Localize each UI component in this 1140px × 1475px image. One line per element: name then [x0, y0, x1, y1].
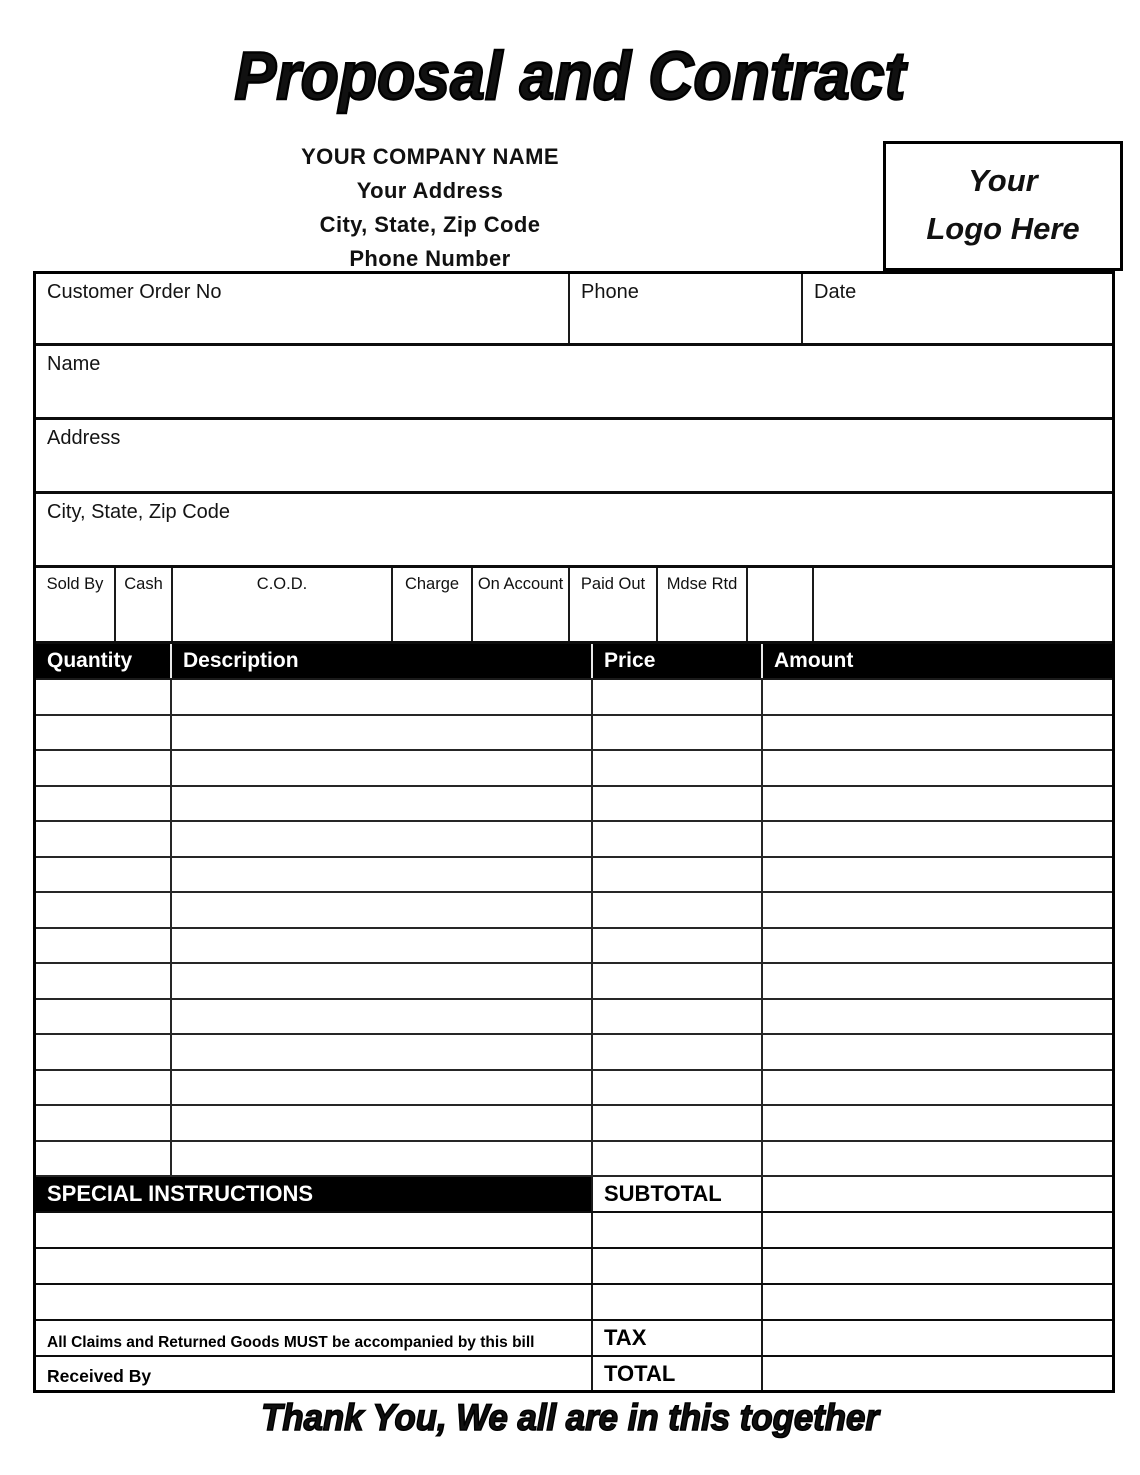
paid-out-cell: Paid Out [570, 568, 658, 641]
item-description-cell [172, 858, 593, 892]
total-value-cell [763, 1357, 1112, 1390]
item-quantity-cell [36, 929, 172, 963]
item-price-cell [593, 1000, 763, 1034]
total-label: TOTAL [593, 1357, 763, 1390]
item-price-cell [593, 858, 763, 892]
item-row [36, 929, 1112, 965]
item-amount-cell [763, 858, 1112, 892]
company-address: Your Address [356, 178, 504, 203]
quantity-header: Quantity [36, 644, 172, 678]
item-quantity-cell [36, 964, 172, 998]
description-header: Description [172, 644, 593, 678]
item-price-cell [593, 822, 763, 856]
sale-type-blank-cell [748, 568, 814, 641]
special-instructions-cell [36, 1285, 593, 1319]
mdse-rtd-cell: Mdse Rtd [658, 568, 748, 641]
item-price-cell [593, 929, 763, 963]
logo-text-line1: Your [968, 163, 1038, 198]
totals-blank-amount-cell [763, 1285, 1112, 1319]
item-quantity-cell [36, 858, 172, 892]
name-row [36, 346, 1112, 420]
page-title: Proposal and Contract [234, 38, 906, 114]
totals-blank-cell [593, 1285, 763, 1319]
charge-cell: Charge [393, 568, 473, 641]
item-price-cell [593, 1035, 763, 1069]
address-field: Address [47, 427, 121, 449]
special-instructions-blank-row [36, 1285, 1112, 1321]
item-quantity-cell [36, 1142, 172, 1176]
received-by-field: Received By [36, 1357, 593, 1390]
item-price-cell [593, 751, 763, 785]
item-amount-cell [763, 1106, 1112, 1140]
city-state-zip-row [36, 494, 1112, 568]
item-description-cell [172, 716, 593, 750]
special-instructions-cell [36, 1249, 593, 1283]
logo-placeholder [883, 141, 1123, 271]
item-row [36, 787, 1112, 823]
item-rows [36, 680, 1112, 1177]
special-instructions-cell [36, 1213, 593, 1247]
item-quantity-cell [36, 1035, 172, 1069]
item-price-cell [593, 1106, 763, 1140]
item-quantity-cell [36, 680, 172, 714]
item-row [36, 822, 1112, 858]
items-header-row [36, 644, 1112, 680]
item-amount-cell [763, 751, 1112, 785]
item-amount-cell [763, 929, 1112, 963]
company-name: YOUR COMPANY NAME [301, 144, 559, 169]
company-phone: Phone Number [349, 246, 511, 271]
item-price-cell [593, 964, 763, 998]
claims-note: All Claims and Returned Goods MUST be accompanied by this bill [36, 1321, 593, 1355]
item-amount-cell [763, 1142, 1112, 1176]
totals-blank-amount-cell [763, 1249, 1112, 1283]
footer-message: Thank You, We all are in this together [261, 1397, 879, 1438]
item-price-cell [593, 1071, 763, 1105]
item-description-cell [172, 893, 593, 927]
city-state-zip-field: City, State, Zip Code [47, 501, 231, 523]
special-instructions-header: SPECIAL INSTRUCTIONS [36, 1177, 593, 1211]
item-row [36, 893, 1112, 929]
item-quantity-cell [36, 822, 172, 856]
item-row [36, 858, 1112, 894]
totals-blank-cell [593, 1213, 763, 1247]
item-quantity-cell [36, 751, 172, 785]
item-quantity-cell [36, 1071, 172, 1105]
item-description-cell [172, 787, 593, 821]
item-quantity-cell [36, 787, 172, 821]
item-amount-cell [763, 822, 1112, 856]
item-price-cell [593, 680, 763, 714]
special-instructions-area [36, 1213, 1112, 1321]
item-price-cell [593, 1142, 763, 1176]
item-amount-cell [763, 680, 1112, 714]
tax-label: TAX [593, 1321, 763, 1355]
item-description-cell [172, 1035, 593, 1069]
special-instructions-blank-row [36, 1249, 1112, 1285]
item-description-cell [172, 964, 593, 998]
item-quantity-cell [36, 1106, 172, 1140]
item-row [36, 751, 1112, 787]
item-amount-cell [763, 1035, 1112, 1069]
item-amount-cell [763, 1000, 1112, 1034]
item-quantity-cell [36, 1000, 172, 1034]
item-amount-cell [763, 893, 1112, 927]
subtotal-label: SUBTOTAL [593, 1177, 763, 1211]
item-row [36, 680, 1112, 716]
item-amount-cell [763, 787, 1112, 821]
customer-order-no-field: Customer Order No [36, 274, 570, 343]
item-amount-cell [763, 1071, 1112, 1105]
totals-blank-cell [593, 1249, 763, 1283]
special-instructions-blank-row [36, 1213, 1112, 1249]
item-price-cell [593, 787, 763, 821]
item-price-cell [593, 893, 763, 927]
item-row [36, 716, 1112, 752]
subtotal-value-cell [763, 1177, 1112, 1211]
price-header: Price [593, 644, 763, 678]
address-row [36, 420, 1112, 494]
item-description-cell [172, 1106, 593, 1140]
sale-type-blank-cell [814, 568, 1112, 641]
item-amount-cell [763, 964, 1112, 998]
item-description-cell [172, 1071, 593, 1105]
order-form-table [33, 271, 1115, 1393]
logo-text-line2: Logo Here [926, 211, 1080, 246]
item-row [36, 1035, 1112, 1071]
sale-type-row [36, 568, 1112, 644]
item-price-cell [593, 716, 763, 750]
item-quantity-cell [36, 893, 172, 927]
item-description-cell [172, 929, 593, 963]
company-city-state-zip: City, State, Zip Code [319, 212, 541, 237]
item-description-cell [172, 1142, 593, 1176]
item-row [36, 964, 1112, 1000]
customer-order-row [36, 274, 1112, 346]
cash-cell: Cash [116, 568, 173, 641]
total-row [36, 1357, 1112, 1390]
item-row [36, 1142, 1112, 1178]
sold-by-cell: Sold By [36, 568, 116, 641]
item-description-cell [172, 822, 593, 856]
item-row [36, 1000, 1112, 1036]
item-quantity-cell [36, 716, 172, 750]
item-amount-cell [763, 716, 1112, 750]
company-info-block [0, 140, 860, 276]
tax-value-cell [763, 1321, 1112, 1355]
tax-row [36, 1321, 1112, 1357]
date-field: Date [814, 281, 857, 303]
item-description-cell [172, 1000, 593, 1034]
customer-phone-field: Phone [570, 274, 803, 343]
amount-header: Amount [774, 649, 854, 672]
totals-blank-amount-cell [763, 1213, 1112, 1247]
item-row [36, 1071, 1112, 1107]
item-description-cell [172, 680, 593, 714]
on-account-cell: On Account [473, 568, 570, 641]
item-row [36, 1106, 1112, 1142]
name-field: Name [47, 353, 101, 375]
special-instructions-row [36, 1177, 1112, 1213]
item-description-cell [172, 751, 593, 785]
cod-cell: C.O.D. [173, 568, 393, 641]
